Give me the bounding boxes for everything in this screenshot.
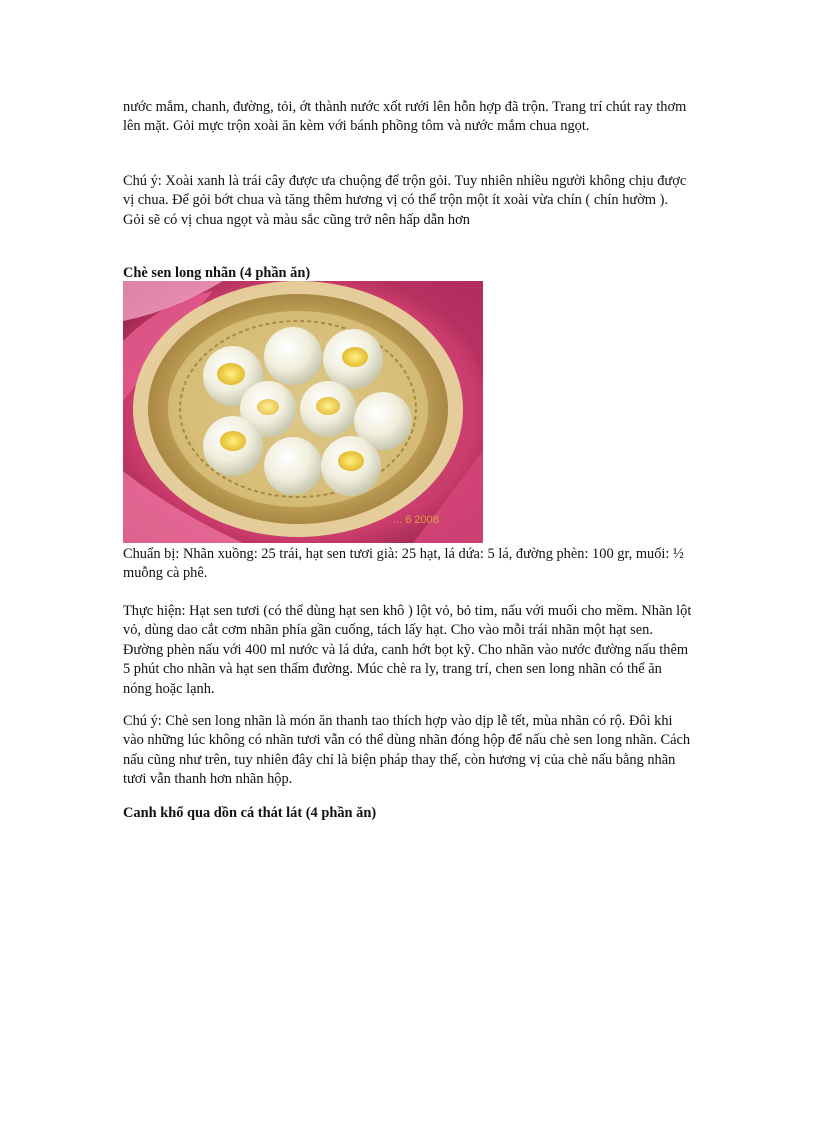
paragraph-dressing [123, 98, 693, 137]
paragraph-text: Chú ý: Xoài xanh là trái cây được ưa chuộng để trộn gỏi. Tuy nhiên nhiều người không chịu được vị chua. Để gỏi bớt chua và tăng thêm hương vị có thể trộn một ít xoài vừa chín ( chín hườm ). Gỏi sẽ có vị chua ngọt và màu sắc cũng trở nên hấp dẫn hơn [123, 173, 687, 228]
paragraph-method [123, 602, 693, 699]
paragraph-ingredients [123, 545, 693, 584]
paragraph-text: Thực hiện: Hạt sen tươi (có thể dùng hạt sen khô ) lột vỏ, bỏ tim, nấu với muối cho mềm. Nhãn lột vỏ, dùng dao cắt cơm nhãn phía gần cuống, tách lấy hạt. Cho vào mỗi trái nhãn một hạt sen. Đường phèn nấu với 400 ml nước và lá dứa, canh hớt bọt kỹ. Cho nhãn vào nước đường nấu thêm 5 phút cho nhãn và hạt sen thấm đường. Múc chè ra ly, trang trí, chen sen long nhãn có thể ăn nóng hoặc lạnh. [123, 603, 692, 697]
dessert-photo [123, 281, 483, 543]
photo-date-stamp: ... 6 2008 [393, 514, 439, 526]
lotus-longan-bowl-image [123, 281, 483, 543]
recipe-heading-canh-kho-qua: Canh khổ qua dồn cá thát lát (4 phần ăn) [123, 805, 377, 821]
paragraph-text: nước mắm, chanh, đường, tỏi, ớt thành nước xốt rưới lên hỗn hợp đã trộn. Trang trí chút ray thơm lên mặt. Gỏi mực trộn xoài ăn kèm với bánh phồng tôm và nước mắm chua ngọt. [123, 99, 687, 135]
paragraph-text: Chuẩn bị: Nhãn xuồng: 25 trái, hạt sen tươi già: 25 hạt, lá dứa: 5 lá, đường phèn: 100 gr, muối: ½ muỗng cà phê. [123, 546, 684, 582]
recipe-heading-che-sen: Chè sen long nhãn (4 phần ăn) [123, 265, 311, 281]
paragraph-che-note [123, 712, 693, 790]
paragraph-text: Chú ý: Chè sen long nhãn là món ăn thanh tao thích hợp vào dịp lễ tết, mùa nhãn có rộ. Đôi khi vào những lúc không có nhãn tươi vẫn có thể dùng nhãn đóng hộp để nấu chè sen long nhãn. Cách nấu cũng như trên, tuy nhiên đây chỉ là biện pháp thay thế, còn hương vị của chè nấu bằng nhãn tươi vẫn thanh hơn nhãn hộp. [123, 713, 691, 788]
paragraph-mango-note [123, 172, 693, 230]
